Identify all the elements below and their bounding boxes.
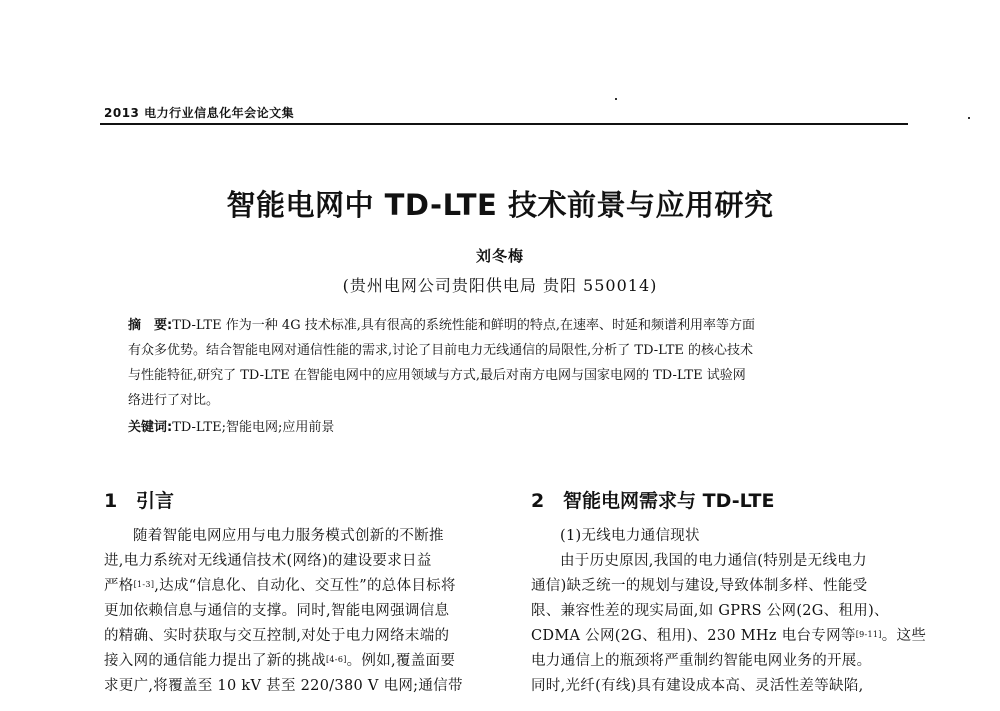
body-line: 限、兼容性差的现实局面,如 GPRS 公网(2G、租用)、	[531, 603, 889, 619]
abstract-line: 有众多优势。结合智能电网对通信性能的需求,讨论了目前电力无线通信的局限性,分析了 TD-LTE 的核心技术	[128, 343, 753, 358]
body-line: CDMA 公网(2G、租用)、230 MHz 电台专网等[9-11]。这些	[531, 628, 927, 644]
author-name: 刘冬梅	[475, 247, 524, 265]
body-line: 严格[1-3],达成“信息化、自动化、交互性”的总体目标将	[104, 578, 456, 594]
body-line: 求更广,将覆盖至 10 kV 甚至 220/380 V 电网;通信带	[104, 678, 463, 694]
keywords: TD-LTE;智能电网;应用前景	[172, 420, 335, 435]
citation: [9-11]	[855, 630, 882, 639]
scan-speck	[615, 98, 617, 100]
abstract-line: 摘 要:TD-LTE 作为一种 4G 技术标准,具有很高的系统性能和鲜明的特点,在速率、时延和频谱利用率等方面	[128, 318, 755, 333]
body-line: 通信)缺乏统一的规划与建设,导致体制多样、性能受	[531, 578, 868, 594]
body-line: 接入网的通信能力提出了新的挑战[4-6]。例如,覆盖面要	[104, 653, 456, 669]
abstract-line: 络进行了对比。	[128, 393, 220, 408]
header-rule	[100, 123, 908, 125]
section-number: 2	[531, 490, 545, 512]
section-number: 1	[104, 490, 118, 512]
running-head: 2013 电力行业信息化年会论文集	[104, 106, 295, 120]
keywords-line	[128, 417, 888, 438]
body-line: 更加依赖信息与通信的支撑。同时,智能电网强调信息	[104, 603, 450, 619]
body-line: 电力通信上的瓶颈将严重制约智能电网业务的开展。	[531, 653, 872, 669]
keywords-label: 关键词:	[128, 420, 173, 435]
paper-title: 智能电网中 TD-LTE 技术前景与应用研究	[226, 188, 774, 222]
section-2-heading	[531, 486, 775, 513]
section-title: 智能电网需求与 TD-LTE	[563, 490, 775, 512]
body-line: 的精确、实时获取与交互控制,对处于电力网络末端的	[104, 628, 450, 644]
body-line: 由于历史原因,我国的电力通信(特别是无线电力	[560, 553, 867, 569]
section-title: 引言	[136, 490, 175, 512]
abstract-label: 摘 要:	[128, 318, 173, 333]
author-affiliation: (贵州电网公司贵阳供电局 贵阳 550014)	[342, 276, 658, 295]
body-line: 同时,光纤(有线)具有建设成本高、灵活性差等缺陷,	[531, 678, 864, 694]
abstract-line: 与性能特征,研究了 TD-LTE 在智能电网中的应用领域与方式,最后对南方电网与国家电网的 TD-LTE 试验网	[128, 368, 746, 383]
section-1-heading	[104, 486, 174, 513]
citation: [1-3]	[133, 580, 155, 589]
citation: [4-6]	[326, 655, 347, 664]
scan-speck	[968, 117, 970, 119]
body-line: 进,电力系统对无线通信技术(网络)的建设要求日益	[104, 553, 432, 569]
subheading: (1)无线电力通信现状	[560, 528, 700, 544]
body-line: 随着智能电网应用与电力服务模式创新的不断推	[133, 528, 444, 544]
